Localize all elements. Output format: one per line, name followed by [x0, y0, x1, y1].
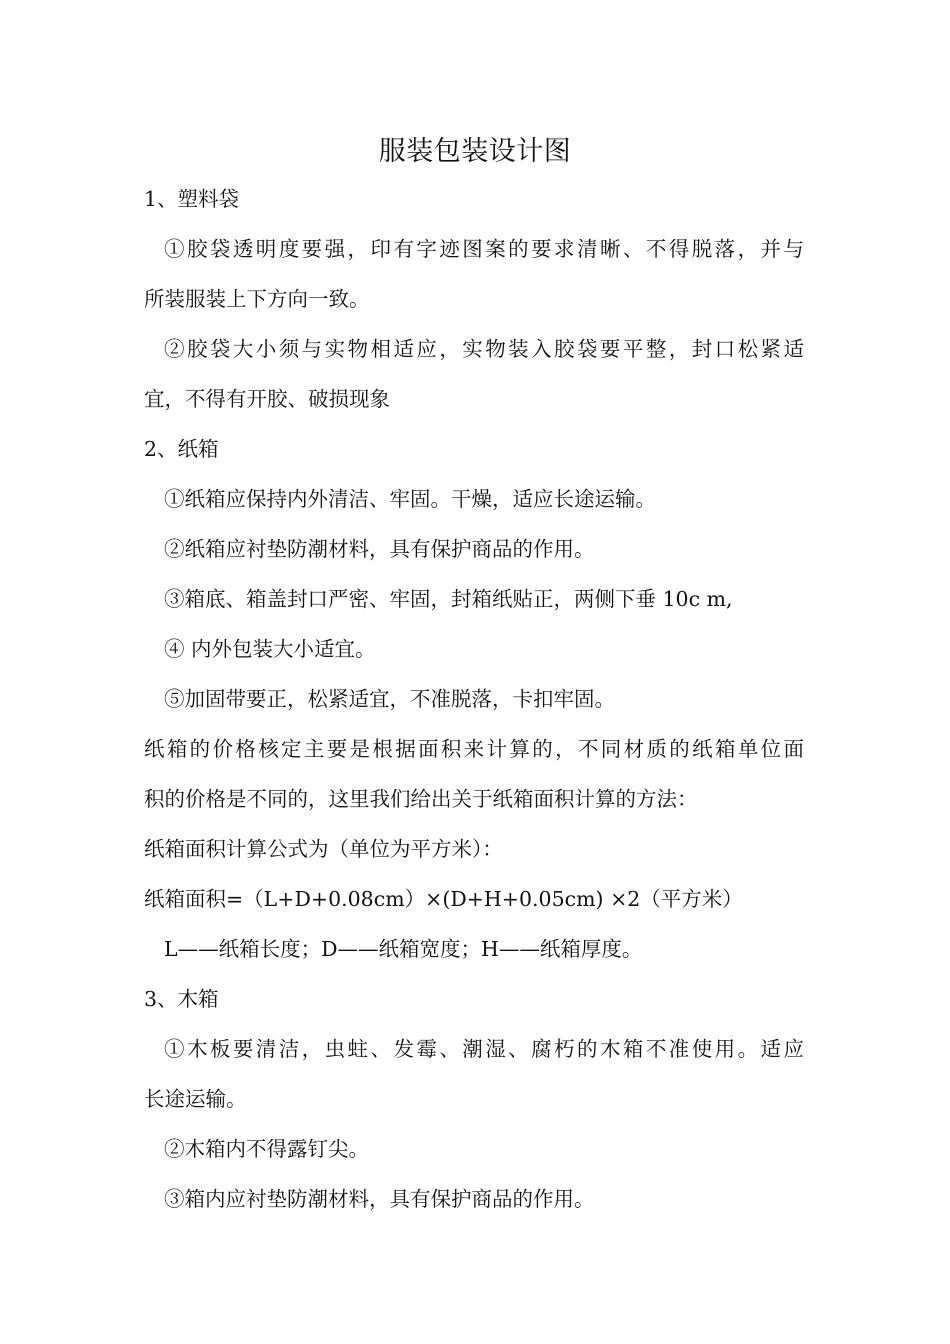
- paragraph-line: ④ 内外包装大小适宜。: [164, 637, 376, 661]
- paragraph-line: ②纸箱应衬垫防潮材料，具有保护商品的作用。: [164, 537, 595, 561]
- paragraph-line: 长途运输。: [144, 1087, 247, 1111]
- paragraph-line: 积的价格是不同的，这里我们给出关于纸箱面积计算的方法：: [144, 787, 698, 811]
- formula-legend-line: L——纸箱长度；D——纸箱宽度；H——纸箱厚度。: [164, 937, 643, 961]
- paragraph-line: ②木箱内不得露钉尖。: [164, 1137, 369, 1161]
- section-heading-plastic-bag: 1、塑料袋: [144, 187, 240, 211]
- section-heading-wooden-box: 3、木箱: [144, 987, 219, 1011]
- document-title: 服装包装设计图: [378, 136, 572, 167]
- paragraph-line: 宜，不得有开胶、破损现象: [144, 387, 390, 411]
- paragraph-line: 纸箱面积计算公式为（单位为平方米）：: [144, 837, 503, 861]
- paragraph-line: ①纸箱应保持内外清洁、牢固。干燥，适应长途运输。: [164, 487, 656, 511]
- section-heading-carton: 2、纸箱: [144, 437, 219, 461]
- paragraph-line: 纸箱的价格核定主要是根据面积来计算的，不同材质的纸箱单位面: [144, 737, 804, 761]
- paragraph-line: 所装服装上下方向一致。: [144, 287, 370, 311]
- paragraph-line: ②胶袋大小须与实物相适应，实物装入胶袋要平整，封口松紧适: [164, 337, 804, 361]
- paragraph-line: ①木板要清洁，虫蛀、发霉、潮湿、腐朽的木箱不准使用。适应: [164, 1037, 804, 1061]
- formula-line: 纸箱面积=（L+D+0.08cm）×(D+H+0.05cm) ×2（平方米）: [144, 887, 743, 911]
- paragraph-line: ①胶袋透明度要强，印有字迹图案的要求清晰、不得脱落，并与: [164, 237, 804, 261]
- paragraph-line: ③箱底、箱盖封口严密、牢固，封箱纸贴正，两侧下垂 10c m,: [164, 587, 733, 611]
- paragraph-line: ③箱内应衬垫防潮材料，具有保护商品的作用。: [164, 1187, 595, 1211]
- paragraph-line: ⑤加固带要正，松紧适宜，不准脱落，卡扣牢固。: [164, 687, 615, 711]
